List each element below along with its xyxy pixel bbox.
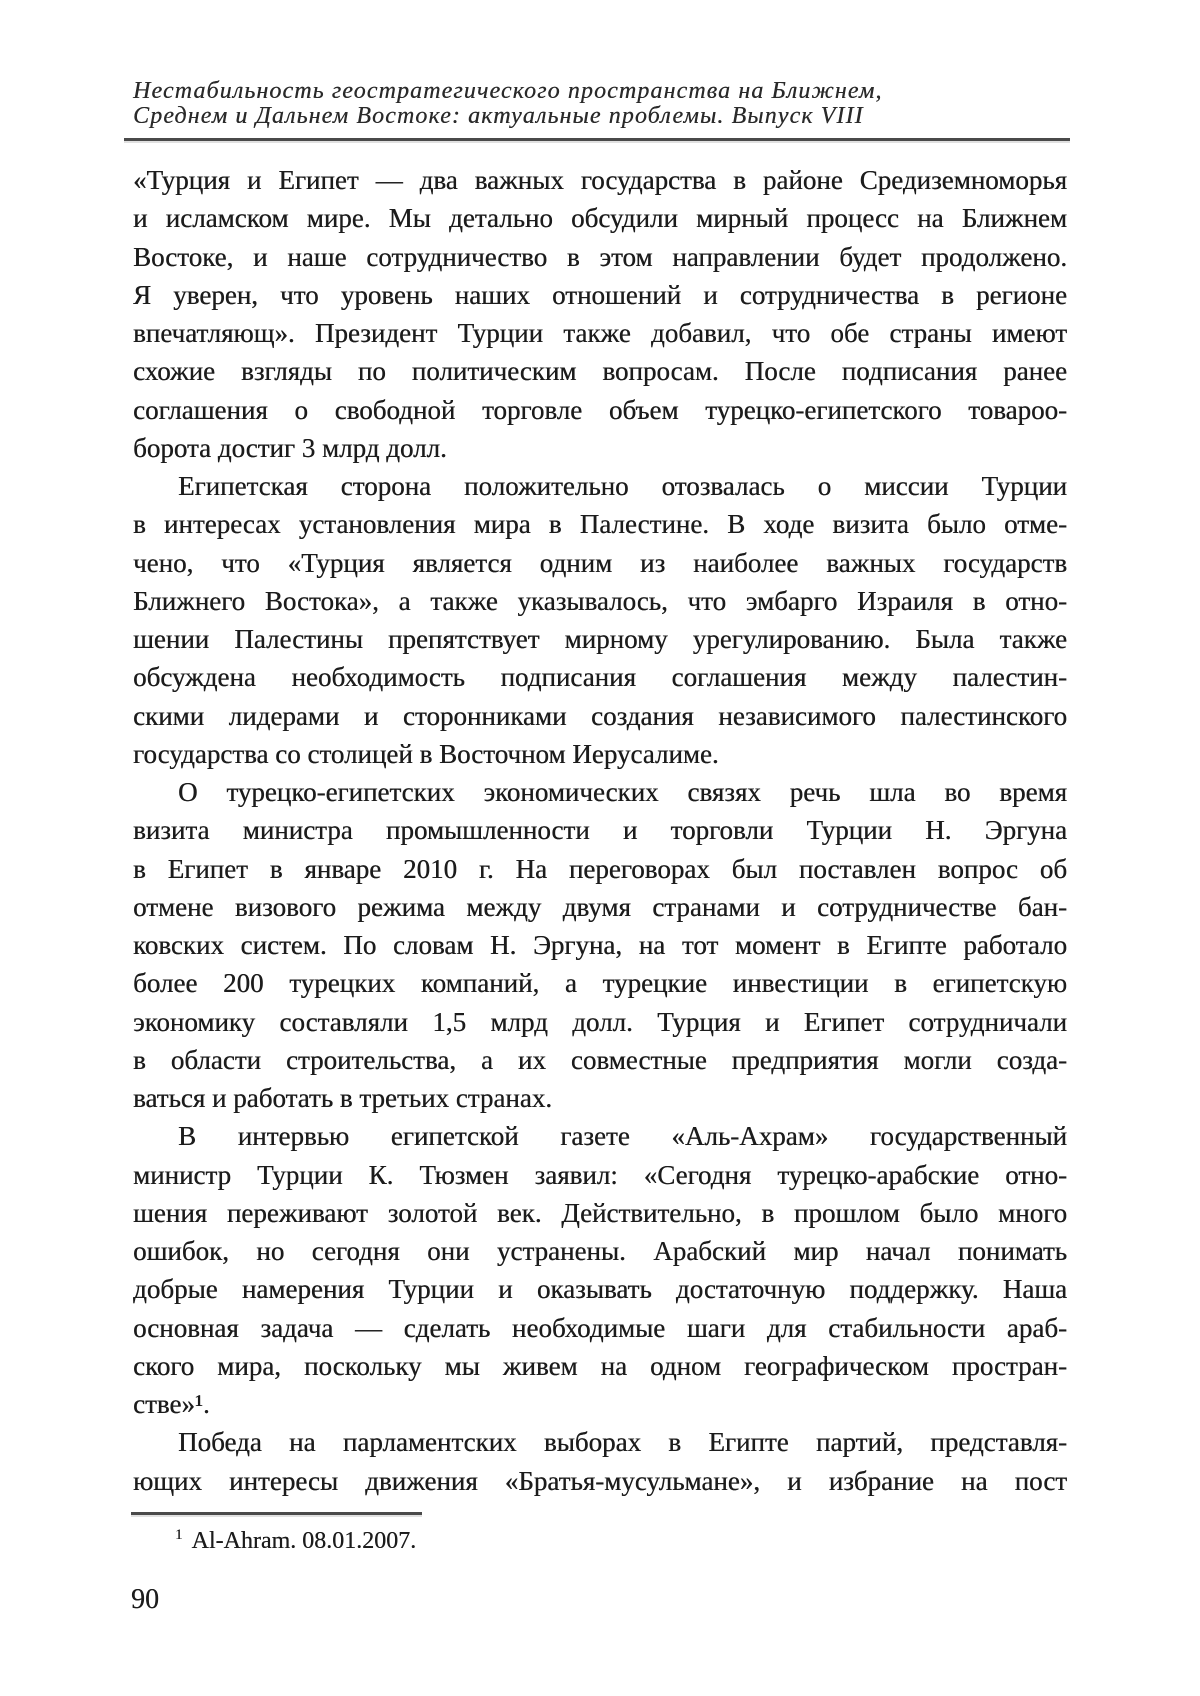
footnote-marker: 1 xyxy=(175,1527,183,1543)
text-line: борота достиг 3 млрд долл. xyxy=(133,432,447,463)
page-number: 90 xyxy=(131,1584,159,1615)
paragraph xyxy=(133,1117,1067,1423)
running-header-line-2: Среднем и Дальнем Востоке: актуальные проблемы. Выпуск VIII xyxy=(133,103,864,129)
text-line: ского мира, поскольку мы живем на одном географическом простран- xyxy=(133,1350,1067,1381)
text-line: Я уверен, что уровень наших отношений и сотрудничества в регионе xyxy=(133,279,1067,310)
paragraph xyxy=(133,467,1067,773)
text-line: министр Турции К. Тюзмен заявил: «Сегодня турецко-арабские отно- xyxy=(133,1159,1067,1190)
text-line: Ближнего Востока», а также указывалось, что эмбарго Израиля в отно- xyxy=(133,585,1067,616)
text-line: О турецко-египетских экономических связях речь шла во время xyxy=(178,777,1067,807)
text-line: отмене визового режима между двумя странами и сотрудничестве бан- xyxy=(133,891,1067,922)
text-line: схожие взгляды по политическим вопросам. После подписания ранее xyxy=(133,356,1067,387)
text-line: впечатляющ». Президент Турции также добавил, что обе страны имеют xyxy=(133,318,1067,348)
text-line: основная задача — сделать необходимые шаги для стабильности араб- xyxy=(133,1312,1067,1343)
text-line: ваться и работать в третьих странах. xyxy=(133,1083,552,1113)
text-line: шении Палестины препятствует мирному урегулированию. Была также xyxy=(133,624,1067,654)
text-line: ошибок, но сегодня они устранены. Арабский мир начал понимать xyxy=(133,1236,1067,1266)
text-line: в Египет в январе 2010 г. На переговорах был поставлен вопрос об xyxy=(133,853,1067,884)
footnote xyxy=(133,1526,1067,1556)
text-line: в области строительства, а их совместные предприятия могли созда- xyxy=(133,1044,1067,1075)
text-line: обсуждена необходимость подписания соглашения между палестин- xyxy=(133,662,1067,693)
paragraph xyxy=(133,773,1067,1117)
text-line: «Турция и Египет — два важных государства в районе Средиземноморья xyxy=(133,165,1067,195)
paragraph xyxy=(133,161,1067,467)
paragraph xyxy=(133,1423,1067,1500)
text-line: государства со столицей в Восточном Иерусалиме. xyxy=(133,738,719,769)
header-rule xyxy=(124,138,1070,141)
text-line: стве»¹. xyxy=(133,1389,210,1419)
footnote-text: Al-Ahram. 08.01.2007. xyxy=(191,1528,417,1554)
running-header xyxy=(133,79,1083,129)
text-line: ющих интересы движения «Братья-мусульмане», и избрание на пост xyxy=(133,1465,1067,1496)
text-line: Востоке, и наше сотрудничество в этом направлении будет продолжено. xyxy=(133,241,1067,272)
running-header-line-1: Нестабильность геостратегического пространства на Ближнем, xyxy=(133,78,883,104)
text-line: скими лидерами и сторонниками создания независимого палестинского xyxy=(133,700,1067,731)
text-line: соглашения о свободной торговле объем турецко-египетского товароо- xyxy=(133,394,1067,425)
body-text xyxy=(133,161,1067,1500)
text-line: чено, что «Турция является одним из наиболее важных государств xyxy=(133,547,1067,578)
text-line: Египетская сторона положительно отозвалась о миссии Турции xyxy=(178,471,1067,501)
text-line: шения переживают золотой век. Действительно, в прошлом было много xyxy=(133,1197,1067,1228)
text-line: визита министра промышленности и торговли Турции Н. Эргуна xyxy=(133,815,1067,846)
text-line: экономику составляли 1,5 млрд долл. Турция и Египет сотрудничали xyxy=(133,1006,1067,1037)
text-line: В интервью египетской газете «Аль-Ахрам» государственный xyxy=(178,1121,1067,1152)
text-line: Победа на парламентских выборах в Египте партий, представля- xyxy=(178,1427,1067,1458)
footnote-rule xyxy=(131,1512,422,1515)
text-line: и исламском мире. Мы детально обсудили мирный процесс на Ближнем xyxy=(133,203,1067,234)
text-line: добрые намерения Турции и оказывать достаточную поддержку. Наша xyxy=(133,1274,1067,1305)
text-line: более 200 турецких компаний, а турецкие инвестиции в египетскую xyxy=(133,968,1067,999)
text-line: в интересах установления мира в Палестине. В ходе визита было отме- xyxy=(133,509,1067,540)
text-line: ковских систем. По словам Н. Эргуна, на тот момент в Египте работало xyxy=(133,930,1067,960)
